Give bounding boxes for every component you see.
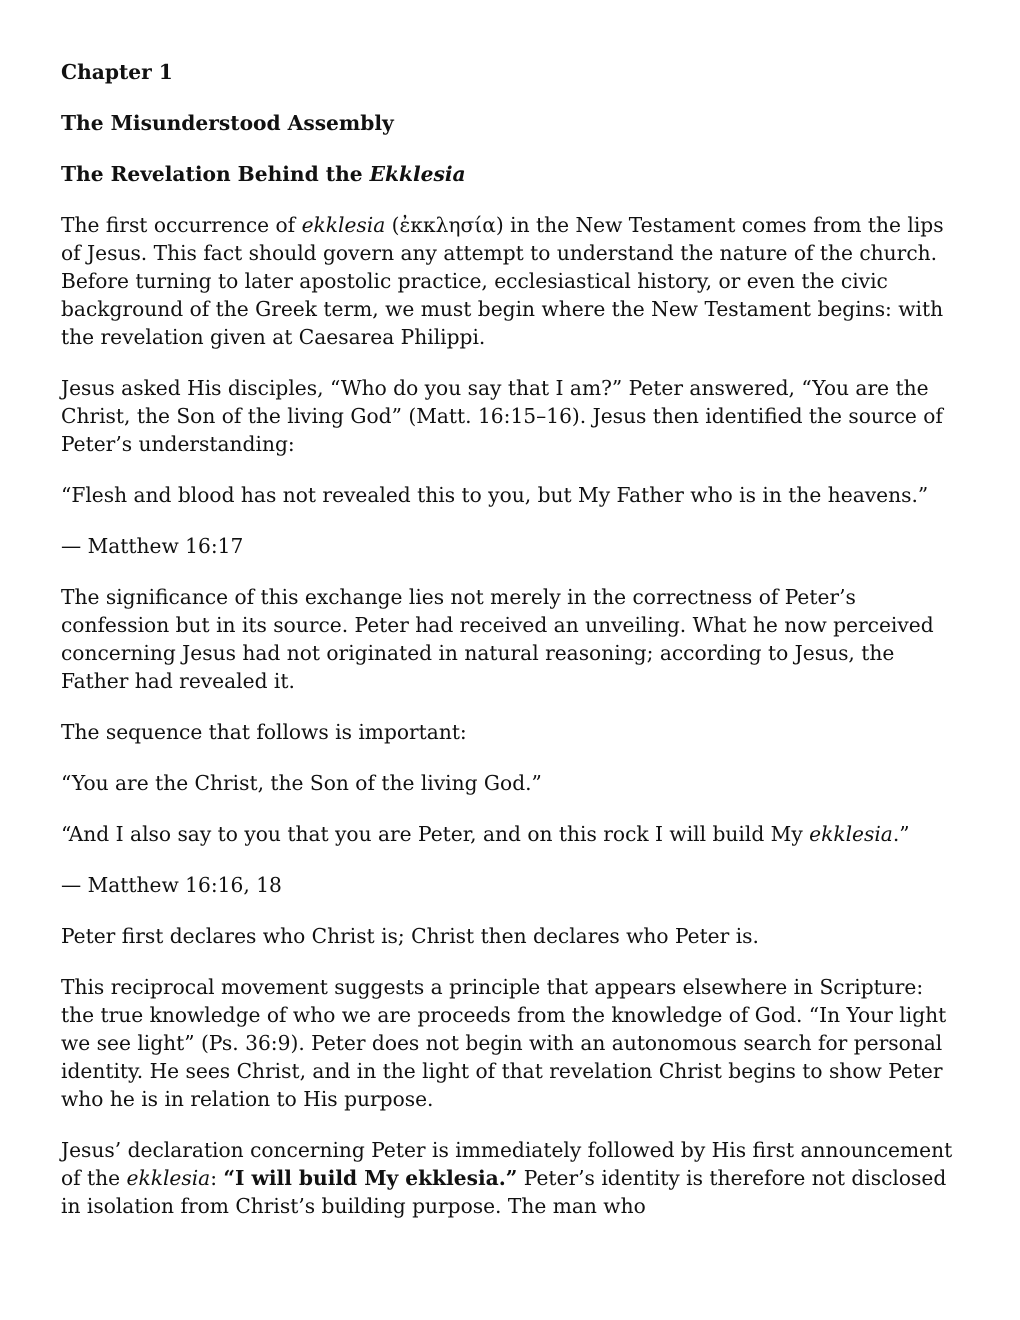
- section-heading-prefix: The Revelation Behind the: [61, 162, 370, 186]
- block-quote-2: “You are the Christ, the Son of the living God.”: [61, 771, 542, 795]
- paragraph-3: The significance of this exchange lies not merely in the correctness of Peter’s confession but in its source. Peter had received an unveiling. What he now perceived concerning Jesus had not originated in natural reasoning; according to Jesus, the Father had revealed it.: [61, 585, 934, 693]
- paragraph-1-term: ekklesia: [301, 213, 386, 237]
- paragraph-5: Peter first declares who Christ is; Christ then declares who Peter is.: [61, 924, 759, 948]
- chapter-label: Chapter 1: [61, 60, 173, 84]
- block-quote-3-term: ekklesia: [809, 822, 893, 846]
- paragraph-7-b: Peter’s identity is therefore not disclosed in isolation from Christ’s building purpose. The man who: [61, 1166, 947, 1218]
- paragraph-7-term: ekklesia: [126, 1166, 211, 1190]
- citation-1: — Matthew 16:17: [61, 534, 244, 558]
- block-quote-3: [61, 820, 961, 848]
- chapter-title: The Misunderstood Assembly: [61, 111, 394, 135]
- paragraph-7-bold: “I will build My ekklesia.”: [223, 1166, 518, 1190]
- section-heading: [61, 160, 961, 188]
- paragraph-7-a: Jesus’ declaration concerning Peter is immediately followed by His first announcement of the: [61, 1138, 953, 1190]
- paragraph-1-a: The first occurrence of: [61, 213, 302, 237]
- paragraph-2: Jesus asked His disciples, “Who do you say that I am?” Peter answered, “You are the Christ, the Son of the living God” (Matt. 16:15–16). Jesus then identified the source of Peter’s understanding:: [61, 376, 943, 456]
- section-heading-term: Ekklesia: [369, 162, 466, 186]
- paragraph-7: [61, 1136, 961, 1220]
- block-quote-3-a: “And I also say to you that you are Peter, and on this rock I will build My: [61, 822, 810, 846]
- citation-2: — Matthew 16:16, 18: [61, 873, 282, 897]
- block-quote-3-b: .”: [892, 822, 910, 846]
- block-quote-1: “Flesh and blood has not revealed this to you, but My Father who is in the heavens.”: [61, 483, 929, 507]
- paragraph-1-b: (ἐκκλησία) in the New Testament comes from the lips of Jesus. This fact should govern any attempt to understand the nature of the church. Before turning to later apostolic practice, ecclesiastical history, or even the civic background of the Greek term, we must begin where the New Testament begins: with the revelation given at Caesarea Philippi.: [61, 213, 944, 349]
- paragraph-1: [61, 211, 961, 351]
- paragraph-4: The sequence that follows is important:: [61, 720, 467, 744]
- paragraph-7-colon: :: [210, 1166, 224, 1190]
- paragraph-6: This reciprocal movement suggests a principle that appears elsewhere in Scripture: the true knowledge of who we are proceeds from the knowledge of God. “In Your light we see light” (Ps. 36:9). Peter does not begin with an autonomous search for personal identity. He sees Christ, and in the light of that revelation Christ begins to show Peter who he is in relation to His purpose.: [61, 975, 947, 1111]
- document-page: [61, 58, 961, 1243]
